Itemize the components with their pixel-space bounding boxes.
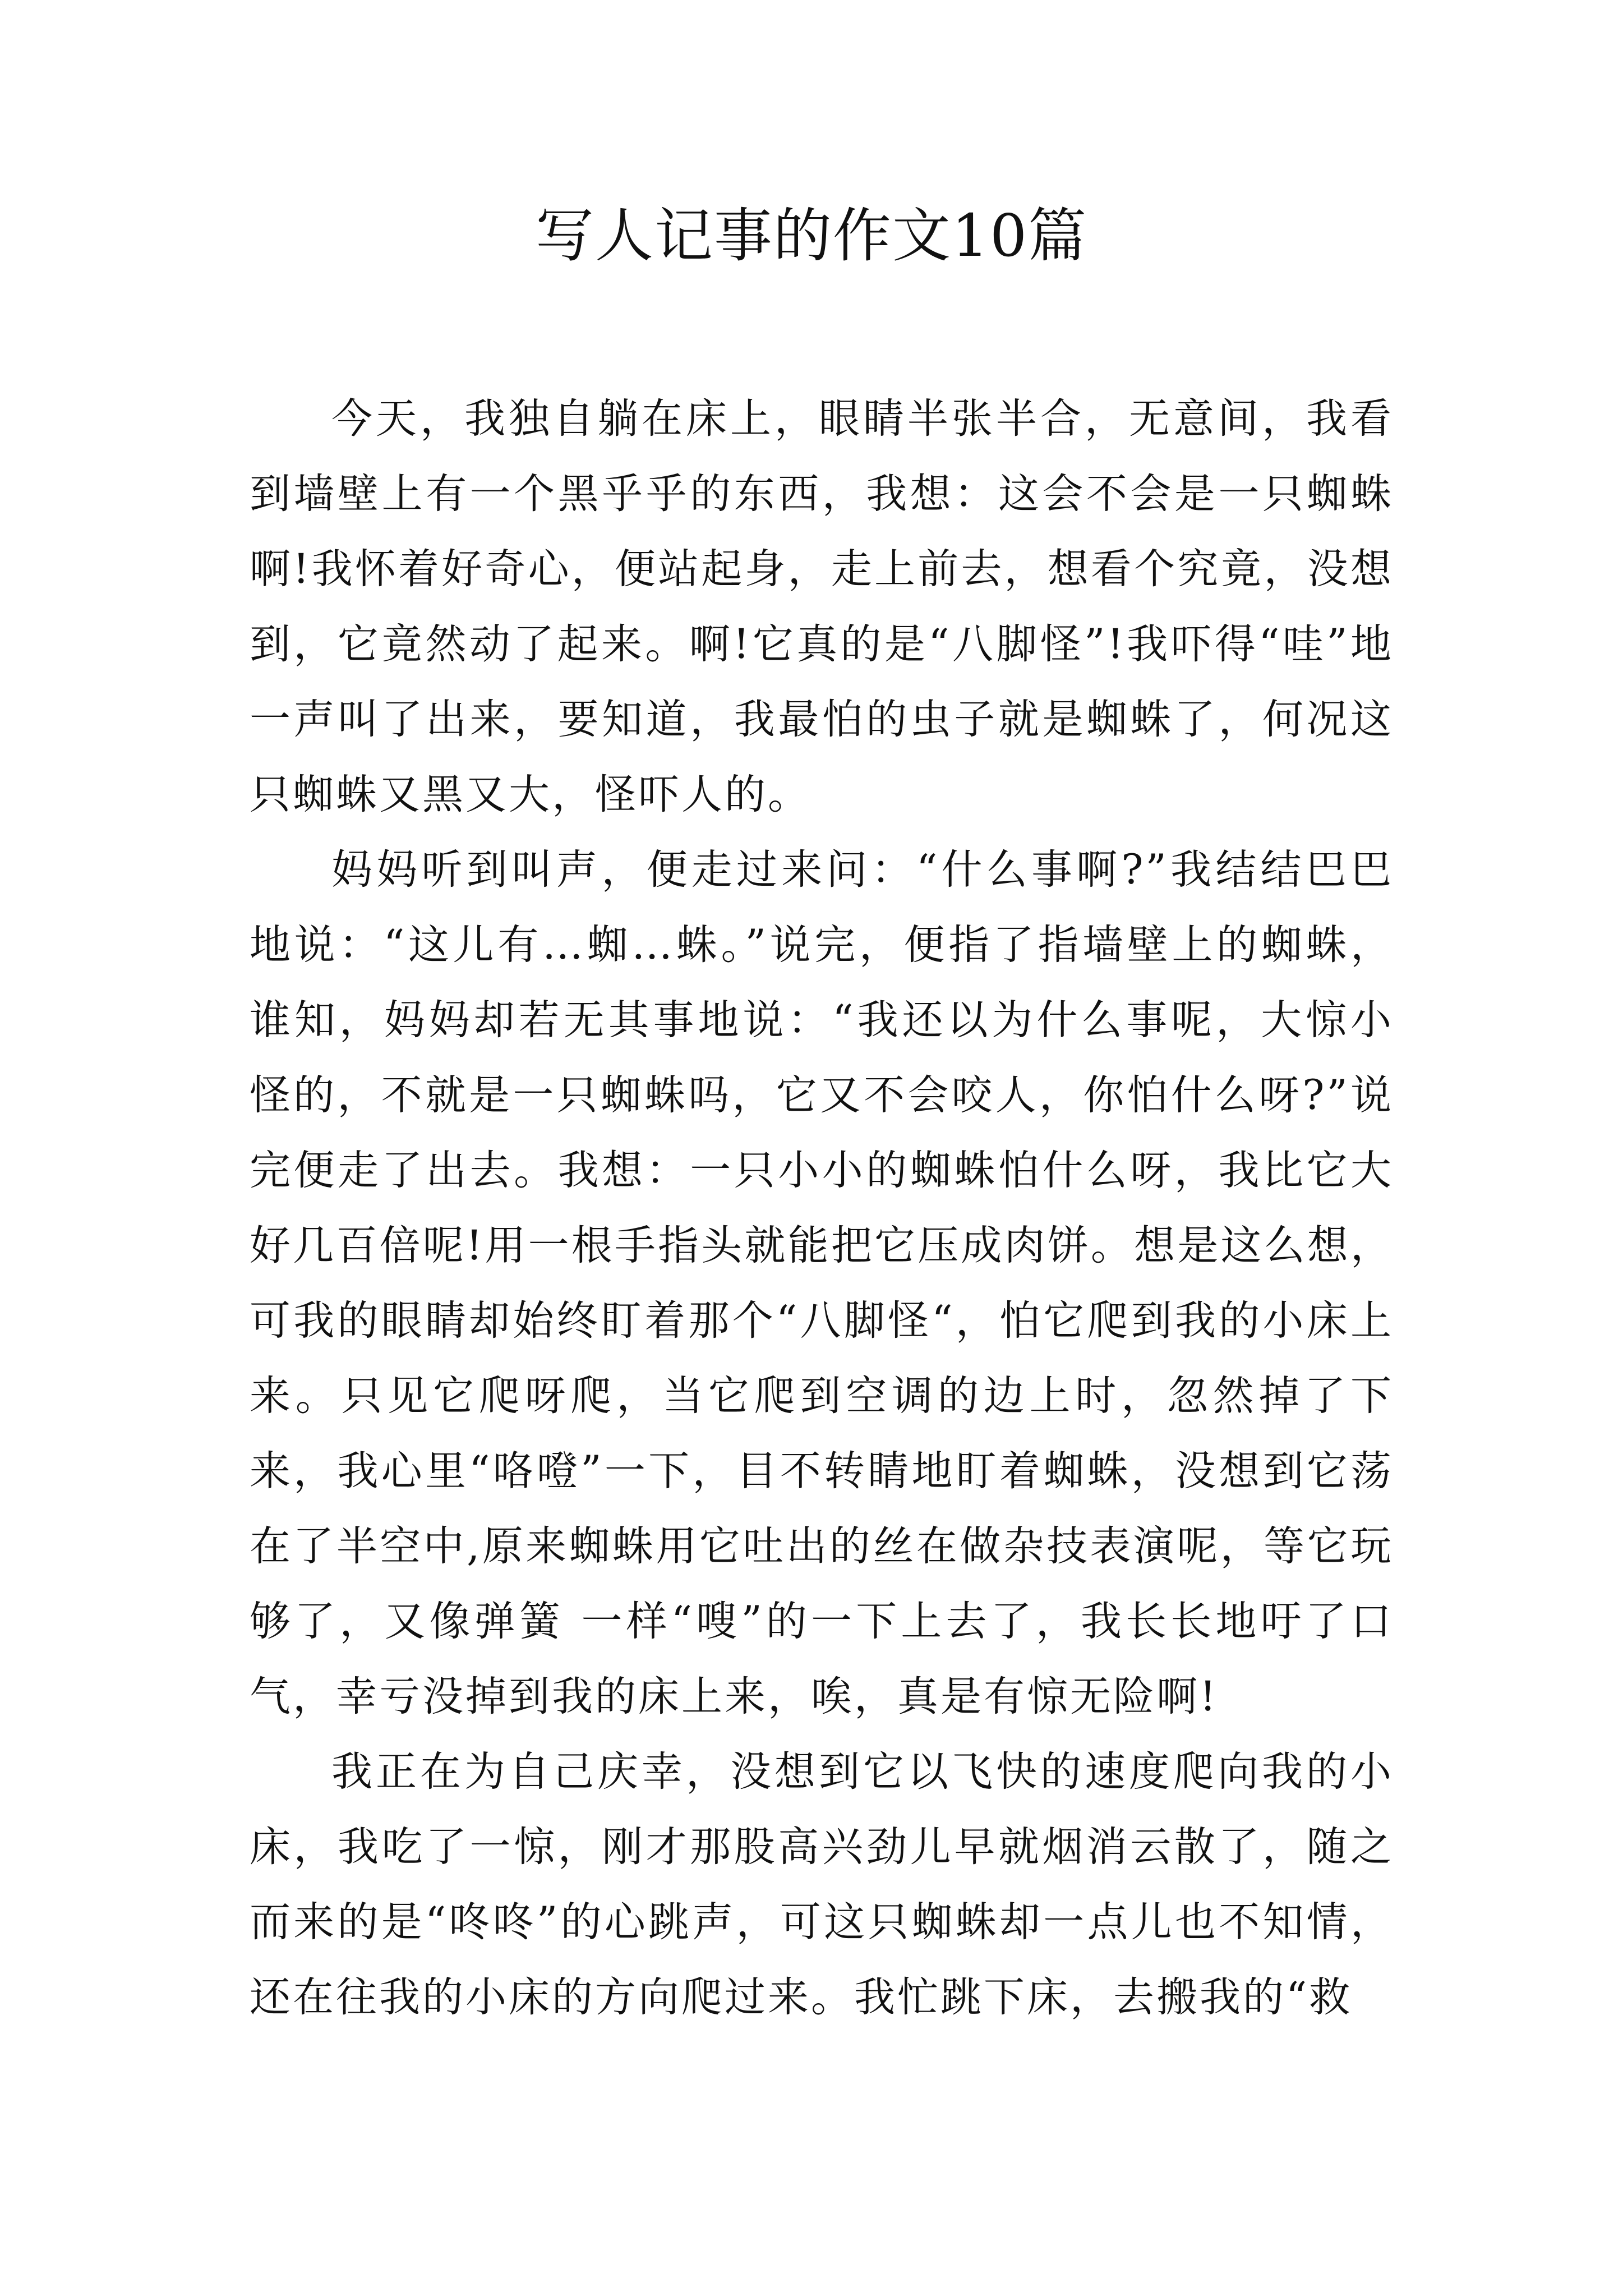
paragraph-2: 妈妈听到叫声，便走过来问：“什么事啊?”我结结巴巴地说：“这儿有…蜘…蛛。”说完，便指了指墙壁上的蜘蛛，谁知，妈妈却若无其事地说：“我还以为什么事呢，大惊小怪的，不就是一只蜘蛛吗，它又不会咬人，你怕什么呀?”说完便走了出去。我想：一只小小的蜘蛛怕什么呀，我比它大好几百倍呢!用一根手指头就能把它压成肉饼。想是这么想，可我的眼睛却始终盯着那个“八脚怪“，怕它爬到我的小床上来。只见它爬呀爬，当它爬到空调的边上时，忽然掉了下来，我心里“咯噔”一下，目不转睛地盯着蜘蛛，没想到它荡在了半空中,原来蜘蛛用它吐出的丝在做杂技表演呢，等它玩够了，又像弹簧 一样“嗖”的一下上去了，我长长地吁了口气，幸亏没掉到我的床上来，唉，真是有惊无险啊!: [250, 846, 1394, 1720]
paragraph-1: 今天，我独自躺在床上，眼睛半张半合，无意间，我看到墙壁上有一个黑乎乎的东西，我想：这会不会是一只蜘蛛啊!我怀着好奇心，便站起身，走上前去，想看个究竟，没想到，它竟然动了起来。啊!它真的是“八脚怪”!我吓得“哇”地一声叫了出来，要知道，我最怕的虫子就是蜘蛛了，何况这只蜘蛛又黑又大，怪吓人的。: [250, 395, 1394, 818]
document-title: 写人记事的作文10篇: [535, 201, 1088, 270]
document-body: [250, 381, 1394, 2035]
paragraph-3: 我正在为自己庆幸，没想到它以飞快的速度爬向我的小床，我吃了一惊，刚才那股高兴劲儿早就烟消云散了，随之而来的是“咚咚”的心跳声，可这只蜘蛛却一点儿也不知情，还在往我的小床的方向爬过来。我忙跳下床，去搬我的“救: [250, 1748, 1394, 2021]
